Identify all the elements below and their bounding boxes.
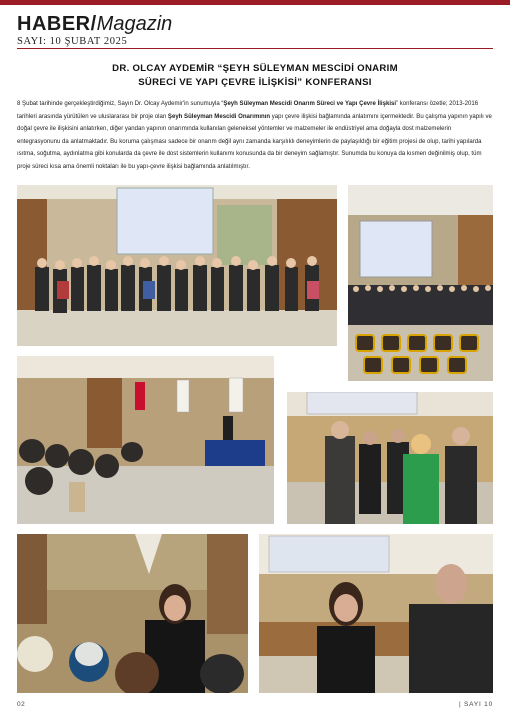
body-text-2: ” konferansı özetle; 2013-2016 tarihleri arasında yürütülen ve uluslararası bir proje olan <box>17 101 479 120</box>
photo-group-large <box>17 185 337 346</box>
brand-logo <box>17 13 172 35</box>
masthead <box>17 13 172 47</box>
issue-label: | SAYI 10 <box>458 701 493 708</box>
body-text-1: 8 Şubat tarihinde gerçekleştirdiğimiz, Sayın Dr. Olcay Aydemir'in sunumuyla “ <box>17 101 224 107</box>
title-line-2: SÜRECİ VE YAPI ÇEVRE İLİŞKİSİ” KONFERANSI <box>138 77 372 88</box>
photo-room-audience <box>348 185 493 381</box>
issue-line: SAYI: 10 ŞUBAT 2025 <box>17 36 128 47</box>
body-bold-1: Şeyh Süleyman Mescidi Onarım Süreci ve Yapı Çevre İlişkisi <box>223 101 397 107</box>
article-body <box>17 98 493 174</box>
header-rule <box>17 48 493 49</box>
photo-two-speakers <box>259 534 493 693</box>
top-accent-bar <box>0 0 510 5</box>
brand-bold: HABER/ <box>17 13 97 35</box>
photo-speaker-closeup <box>17 534 248 693</box>
title-line-1: DR. OLCAY AYDEMİR “ŞEYH SÜLEYMAN MESCİDİ ONARIM <box>112 63 398 74</box>
article-title <box>40 62 470 90</box>
page-number: 02 <box>17 701 26 708</box>
brand-italic: Magazin <box>96 13 173 35</box>
body-text-3: yapı çevre ilişkisi bağlamında anlatımını içermektedir. Bu çalışma yapının yapılı ve doğal çevre ile ilişkisini anlatırken, diğer yandan yapının onarımında kullanılan geleneksel yöntemler ve malzemeler ile endüstriyel ama doğayla dost malzemelerin entegrasyonunu da anlatmaktadır. Bu koruma çalışması sadece bir onarım değil aynı zamanda karşılıklı deneyimlerin de paylaşıldığı bir eğitim projesi de olup, tarihi yapılarda ısıtma, soğutma, aydınlatma gibi konularda da çevre ile dost sistemlerin kullanımı konusunda da bir deneyim sağlamıştır. Sunumda bu konuya da kısmen değinilmiş olup, tüm proje süreci kısa ama önemli noktaları ile bu yapı-çevre ilişkisi bağlamında anlatılmıştır. <box>17 113 492 170</box>
photo-lecture-hall <box>17 356 274 524</box>
photo-speaker-visitors <box>287 392 493 524</box>
body-bold-2: Şeyh Süleyman Mescidi Onarımının <box>167 113 271 120</box>
